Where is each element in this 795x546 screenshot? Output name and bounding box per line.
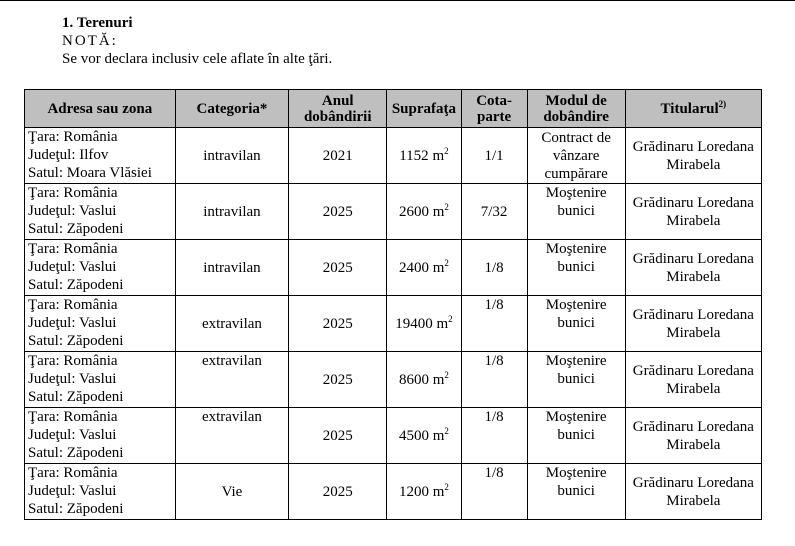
area-value: 1152: [399, 147, 429, 164]
address-country: Ţara: România: [28, 465, 118, 481]
section-title: 1. Terenuri: [62, 15, 133, 31]
address-county: Judeţul: Vaslui: [28, 315, 117, 331]
area-unit: m: [432, 259, 445, 276]
table-row: [25, 240, 762, 296]
cell-mode: Contract de vânzare cumpărare: [527, 128, 625, 184]
cell-share: 1/8: [461, 408, 527, 464]
area-value: 8600: [398, 371, 429, 388]
address-county: Judeţul: Vaslui: [28, 483, 117, 499]
cell-year: 2025: [289, 352, 387, 408]
cell-owner: Grădinaru Loredana Mirabela: [625, 464, 761, 520]
cell-owner: Grădinaru Loredana Mirabela: [625, 296, 761, 352]
area-unit: m: [432, 427, 445, 444]
address-village: Satul: Zăpodeni: [28, 333, 124, 349]
header-mode: Modul de dobândire: [527, 90, 625, 128]
cell-category: intravilan: [175, 184, 289, 240]
cell-share: 1/8: [461, 352, 527, 408]
area-value: 2400: [398, 259, 429, 276]
area-value: 4500: [398, 427, 429, 444]
address-village: Satul: Zăpodeni: [28, 277, 124, 293]
cell-year: 2021: [289, 128, 387, 184]
cell-area: [387, 240, 461, 296]
address-country: Ţara: România: [28, 353, 118, 369]
cell-mode: Moştenire bunici: [527, 408, 625, 464]
cell-mode: Moştenire bunici: [527, 464, 625, 520]
cell-mode: Moştenire bunici: [527, 240, 625, 296]
table-row: [25, 128, 762, 184]
cell-address: [25, 408, 176, 464]
cell-address: [25, 240, 176, 296]
cell-category: extravilan: [175, 296, 289, 352]
cell-year: 2025: [289, 240, 387, 296]
address-county: Judeţul: Vaslui: [28, 371, 117, 387]
address-county: Judeţul: Ilfov: [28, 147, 109, 163]
cell-owner: Grădinaru Loredana Mirabela: [625, 352, 761, 408]
header-owner-footnote: 2): [718, 98, 727, 109]
address-village: Satul: Zăpodeni: [28, 501, 124, 517]
address-village: Satul: Zăpodeni: [28, 221, 124, 237]
cell-year: 2025: [289, 464, 387, 520]
cell-share: 1/8: [461, 240, 527, 296]
header-owner-label: Titularul: [660, 100, 719, 117]
cell-category: extravilan: [175, 408, 289, 464]
area-unit: m: [432, 203, 445, 220]
area-value: 1200: [398, 483, 429, 500]
note-text: Se vor declara inclusiv cele aflate în alte ţări.: [62, 51, 333, 67]
cell-category: intravilan: [175, 240, 289, 296]
area-unit: m: [432, 147, 445, 164]
header-year: Anul dobândirii: [289, 90, 387, 128]
area-unit-exponent: 2: [444, 201, 449, 212]
area-unit-exponent: 2: [444, 481, 449, 492]
cell-mode: Moştenire bunici: [527, 296, 625, 352]
land-table: [24, 89, 762, 520]
area-unit-exponent: 2: [444, 369, 449, 380]
address-village: Satul: Zăpodeni: [28, 389, 124, 405]
header-area: Suprafaţa: [387, 90, 461, 128]
address-country: Ţara: România: [28, 297, 118, 313]
cell-year: 2025: [289, 296, 387, 352]
cell-category: extravilan: [175, 352, 289, 408]
cell-share: 7/32: [461, 184, 527, 240]
table-row: [25, 184, 762, 240]
header-share: Cota-parte: [461, 90, 527, 128]
cell-owner: Grădinaru Loredana Mirabela: [625, 240, 761, 296]
cell-share: 1/8: [461, 464, 527, 520]
cell-owner: Grădinaru Loredana Mirabela: [625, 184, 761, 240]
address-county: Judeţul: Vaslui: [28, 203, 117, 219]
nota-label: NOTĂ:: [62, 33, 118, 49]
table-row: [25, 296, 762, 352]
top-border-line: [0, 0, 795, 1]
cell-area: [387, 296, 461, 352]
area-unit-exponent: 2: [444, 145, 449, 156]
cell-address: [25, 352, 176, 408]
area-unit: m: [436, 315, 449, 332]
area-unit: m: [432, 371, 445, 388]
table-row: [25, 464, 762, 520]
area-unit-exponent: 2: [444, 257, 449, 268]
table-row: [25, 352, 762, 408]
cell-address: [25, 184, 176, 240]
address-village: Satul: Moara Vlăsiei: [28, 165, 152, 181]
cell-area: [387, 128, 461, 184]
area-unit: m: [432, 483, 445, 500]
cell-mode: Moştenire bunici: [527, 184, 625, 240]
address-country: Ţara: România: [28, 185, 118, 201]
cell-category: Vie: [175, 464, 289, 520]
cell-area: [387, 352, 461, 408]
address-country: Ţara: România: [28, 409, 118, 425]
address-county: Judeţul: Vaslui: [28, 427, 117, 443]
cell-address: [25, 296, 176, 352]
cell-mode: Moştenire bunici: [527, 352, 625, 408]
cell-owner: Grădinaru Loredana Mirabela: [625, 408, 761, 464]
cell-category: intravilan: [175, 128, 289, 184]
address-country: Ţara: România: [28, 129, 118, 145]
address-country: Ţara: România: [28, 241, 118, 257]
section-heading: [62, 14, 332, 68]
cell-area: [387, 408, 461, 464]
address-village: Satul: Zăpodeni: [28, 445, 124, 461]
cell-share: 1/1: [461, 128, 527, 184]
area-value: 2600: [398, 203, 429, 220]
header-address: Adresa sau zona: [25, 90, 176, 128]
cell-year: 2025: [289, 408, 387, 464]
area-value: 19400: [395, 315, 433, 332]
table-header-row: [25, 90, 762, 128]
cell-area: [387, 184, 461, 240]
address-county: Judeţul: Vaslui: [28, 259, 117, 275]
area-unit-exponent: 2: [444, 425, 449, 436]
cell-owner: Grădinaru Loredana Mirabela: [625, 128, 761, 184]
table-row: [25, 408, 762, 464]
cell-share: 1/8: [461, 296, 527, 352]
area-unit-exponent: 2: [448, 313, 453, 324]
cell-year: 2025: [289, 184, 387, 240]
header-owner: [625, 90, 761, 128]
cell-address: [25, 464, 176, 520]
cell-address: [25, 128, 176, 184]
header-category: Categoria*: [175, 90, 289, 128]
cell-area: [387, 464, 461, 520]
